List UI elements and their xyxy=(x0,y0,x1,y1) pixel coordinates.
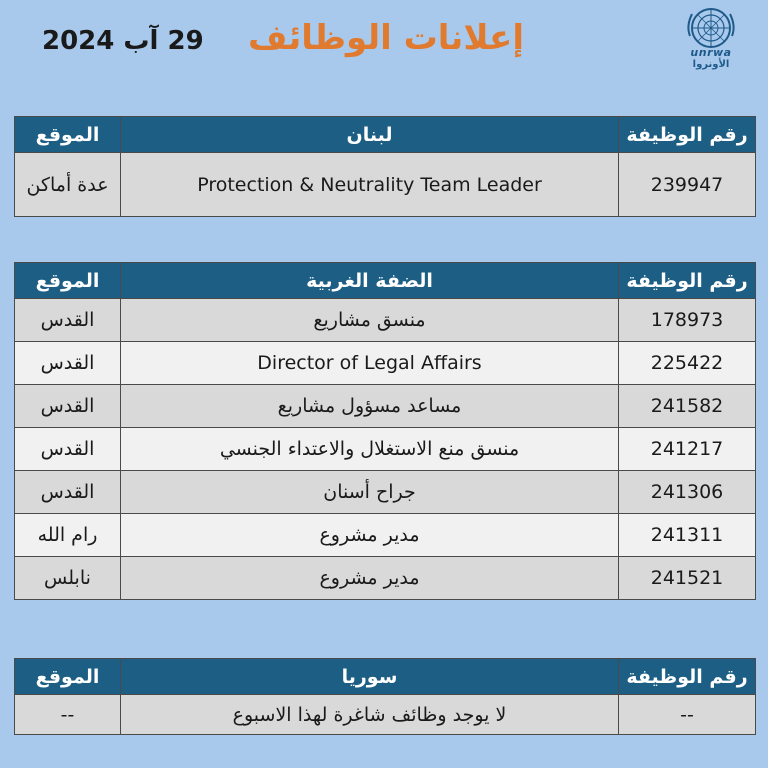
job-location: القدس xyxy=(15,428,121,471)
job-number: 241217 xyxy=(619,428,756,471)
job-location: القدس xyxy=(15,299,121,342)
job-number: 241521 xyxy=(619,557,756,600)
table-row xyxy=(15,514,756,557)
job-number: 241582 xyxy=(619,385,756,428)
job-location: -- xyxy=(15,695,121,735)
westbank-jobs-table xyxy=(14,262,756,600)
job-location: القدس xyxy=(15,385,121,428)
job-title: Protection & Neutrality Team Leader xyxy=(121,153,619,217)
job-number: -- xyxy=(619,695,756,735)
column-header-location: الموقع xyxy=(15,659,121,695)
job-title: مدير مشروع xyxy=(121,557,619,600)
job-title: Director of Legal Affairs xyxy=(121,342,619,385)
column-header-location: الموقع xyxy=(15,263,121,299)
job-title: جراح أسنان xyxy=(121,471,619,514)
column-header-region: لبنان xyxy=(121,117,619,153)
table-row xyxy=(15,428,756,471)
syria-jobs-table xyxy=(14,658,756,735)
lebanon-jobs-table xyxy=(14,116,756,217)
table-header-row xyxy=(15,117,756,153)
column-header-region: سوريا xyxy=(121,659,619,695)
job-title: منسق مشاريع xyxy=(121,299,619,342)
job-number: 241311 xyxy=(619,514,756,557)
job-title: مدير مشروع xyxy=(121,514,619,557)
job-title: لا يوجد وظائف شاغرة لهذا الاسبوع xyxy=(121,695,619,735)
table-header-row xyxy=(15,263,756,299)
job-location: نابلس xyxy=(15,557,121,600)
job-number: 241306 xyxy=(619,471,756,514)
column-header-location: الموقع xyxy=(15,117,121,153)
page-title: إعلانات الوظائف xyxy=(248,18,525,58)
job-location: عدة أماكن xyxy=(15,153,121,217)
job-number: 225422 xyxy=(619,342,756,385)
job-location: القدس xyxy=(15,471,121,514)
job-number: 239947 xyxy=(619,153,756,217)
job-title: منسق منع الاستغلال والاعتداء الجنسي xyxy=(121,428,619,471)
job-location: رام الله xyxy=(15,514,121,557)
table-row xyxy=(15,299,756,342)
logo-text-english: unrwa xyxy=(690,46,732,59)
job-number: 178973 xyxy=(619,299,756,342)
table-row xyxy=(15,342,756,385)
table-header-row xyxy=(15,659,756,695)
column-header-job-number: رقم الوظيفة xyxy=(619,117,756,153)
date-label: 29 آب 2024 xyxy=(42,26,204,56)
column-header-region: الضفة الغربية xyxy=(121,263,619,299)
job-location: القدس xyxy=(15,342,121,385)
job-title: مساعد مسؤول مشاريع xyxy=(121,385,619,428)
table-row xyxy=(15,695,756,735)
table-row xyxy=(15,557,756,600)
table-row xyxy=(15,385,756,428)
header xyxy=(0,0,768,90)
column-header-job-number: رقم الوظيفة xyxy=(619,659,756,695)
column-header-job-number: رقم الوظيفة xyxy=(619,263,756,299)
table-row xyxy=(15,471,756,514)
logo-text-arabic: الأونروا xyxy=(692,59,730,70)
table-row xyxy=(15,153,756,217)
